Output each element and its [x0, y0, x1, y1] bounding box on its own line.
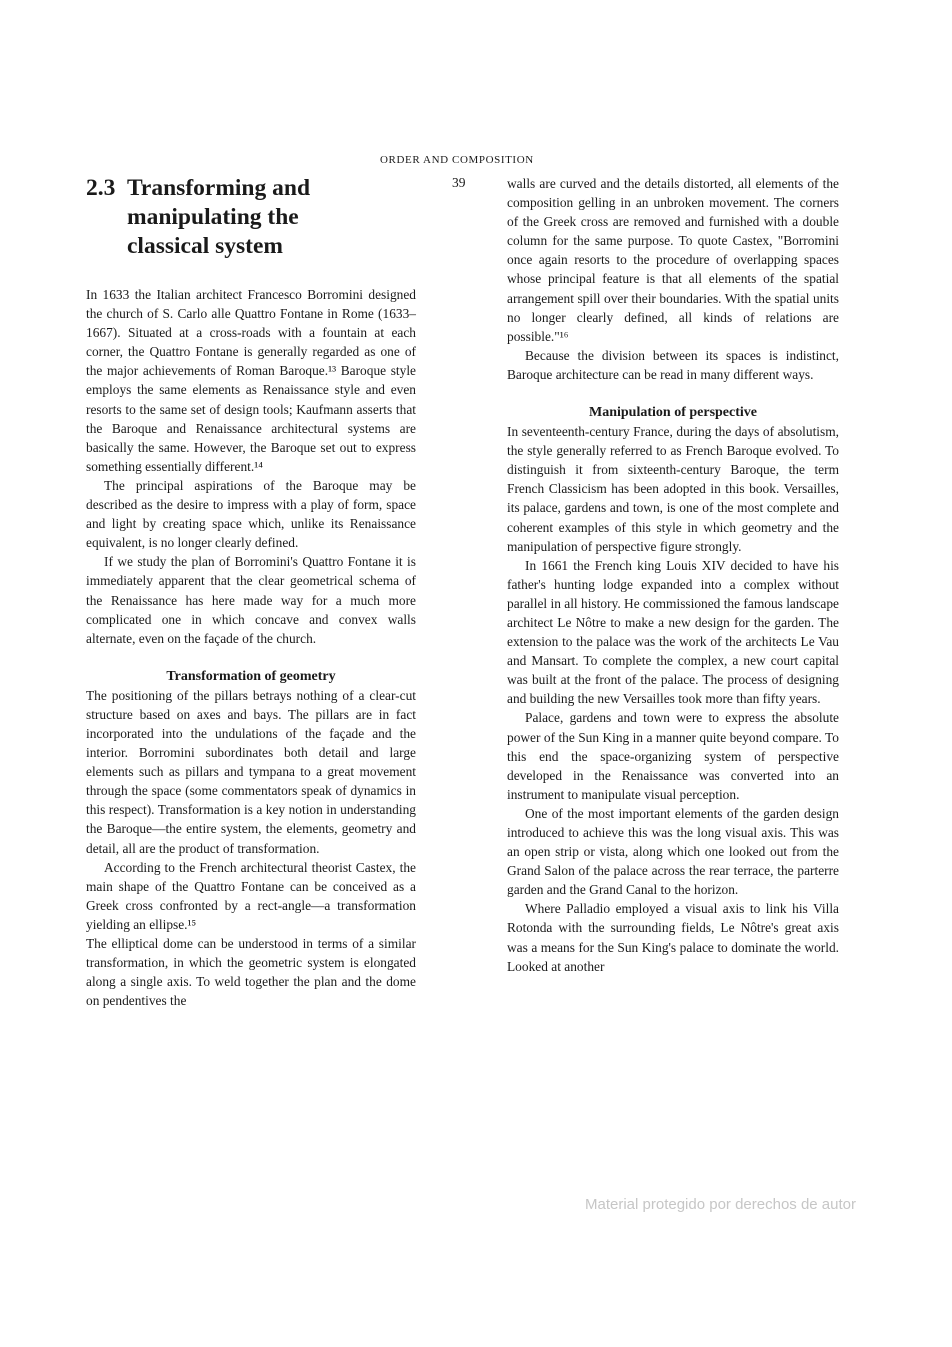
paragraph: Palace, gardens and town were to express the absolute power of the Sun King in a manner quite beyond compare. To this end the space-organizing system of perspective developed in the Renaissance was converted into an instrument to manipulate visual perception.	[507, 710, 839, 802]
subheading-manipulation-of-perspective: Manipulation of perspective	[589, 405, 757, 421]
paragraph: walls are curved and the details distorted, all elements of the composition gelling in an unbroken movement. The corners of the Greek cross are removed and furnished with a double column for the same purpose. To quote Castex, "Borromini once again resorts to the procedure of overlapping spaces whose principal feature is that all elements of the spatial arrangement spill over their boundaries. With the spatial units no longer clearly defined, all kinds of relations are possible."¹⁶	[507, 176, 839, 344]
paragraph: Where Palladio employed a visual axis to link his Villa Rotonda with the surrounding fields, Le Nôtre's great axis was a means for the Sun King's palace to dominate the world. Looked at another	[507, 901, 839, 974]
paragraph: In 1633 the Italian architect Francesco Borromini designed the church of S. Carlo alle Quattro Fontane in Rome (1633–1667). Situated at a cross-roads with a fountain at each corner, the Quattro Fontane is generally regarded as one of the major achievements of Roman Baroque.¹³ Baroque style employs the same elements as Renaissance style and even resorts to the same set of design tools; Kaufmann asserts that the Baroque and Renaissance architectural systems are basically the same. However, the Baroque set out to express something essentially different.¹⁴	[86, 287, 416, 474]
paragraph: If we study the plan of Borromini's Quattro Fontane it is immediately apparent that the clear geometrical schema of the Renaissance has here made way for a much more complicated one in which concave and convex walls alternate, even on the façade of the church.	[86, 554, 416, 646]
paragraph: In 1661 the French king Louis XIV decided to have his father's hunting lodge expanded into a complex without parallel in all history. He commissioned the famous landscape architect Le Nôtre to make a new design for the garden. The extension to the palace was the work of the architects Le Vau and Mansart. To complete the complex, a new court capital was built at the front of the palace. The process of designing and building the new Versailles took more than fifty years.	[507, 557, 839, 707]
paragraph: Because the division between its spaces is indistinct, Baroque architecture can be read in many different ways.	[507, 347, 839, 382]
paragraph: According to the French architectural theorist Castex, the main shape of the Quattro Fontane can be conceived as a Greek cross confronted by a rect-angle—a transformation yielding an ellipse.¹⁵	[86, 859, 416, 932]
page-number: 39	[452, 175, 466, 190]
copyright-watermark: Material protegido por derechos de autor	[585, 1196, 856, 1213]
paragraph: The elliptical dome can be understood in terms of a similar transformation, in which the geometric system is elongated along a single axis. To weld together the plan and the dome on pendentives the	[86, 936, 416, 1009]
paragraph: One of the most important elements of the garden design introduced to achieve this was the long visual axis. This was an open strip or vista, along which one looked out from the Grand Salon of the palace across the rear terrace, the parterre garden and the Grand Canal to the horizon.	[507, 805, 839, 898]
left-column	[86, 174, 416, 1010]
paragraph: The positioning of the pillars betrays nothing of a clear-cut structure based on axes and bays. The pillars are in fact incorporated into the undulations of the façade and the interior. Borromini subordinates both detail and large elements such as pillars and tympana to a great movement through the space (some commentators speak of dynamics in this respect). Transformation is a key notion in understanding the Baroque—the entire system, the elements, geometry and detail, all are the product of transformation.	[86, 687, 416, 856]
section-title: Transforming and manipulating the classical system	[127, 175, 311, 259]
running-head: ORDER AND COMPOSITION	[380, 154, 534, 166]
section-heading	[86, 174, 416, 261]
right-column	[507, 174, 839, 976]
section-number: 2.3	[86, 175, 116, 201]
subheading-transformation-of-geometry: Transformation of geometry	[166, 668, 336, 684]
paragraph: The principal aspirations of the Baroque may be described as the desire to impress with a play of form, space and light by creating space which, unlike its Renaissance equivalent, is no longer clearly defined.	[86, 477, 416, 551]
paragraph: In seventeenth-century France, during the days of absolutism, the style generally referred to as French Baroque evolved. To distinguish it from sixteenth-century Baroque, the term French Classicism has been adopted in this book. Versailles, its palace, gardens and town, is one of the most complete and coherent examples of this style in which geometry and the manipulation of perspective figure strongly.	[507, 424, 839, 554]
